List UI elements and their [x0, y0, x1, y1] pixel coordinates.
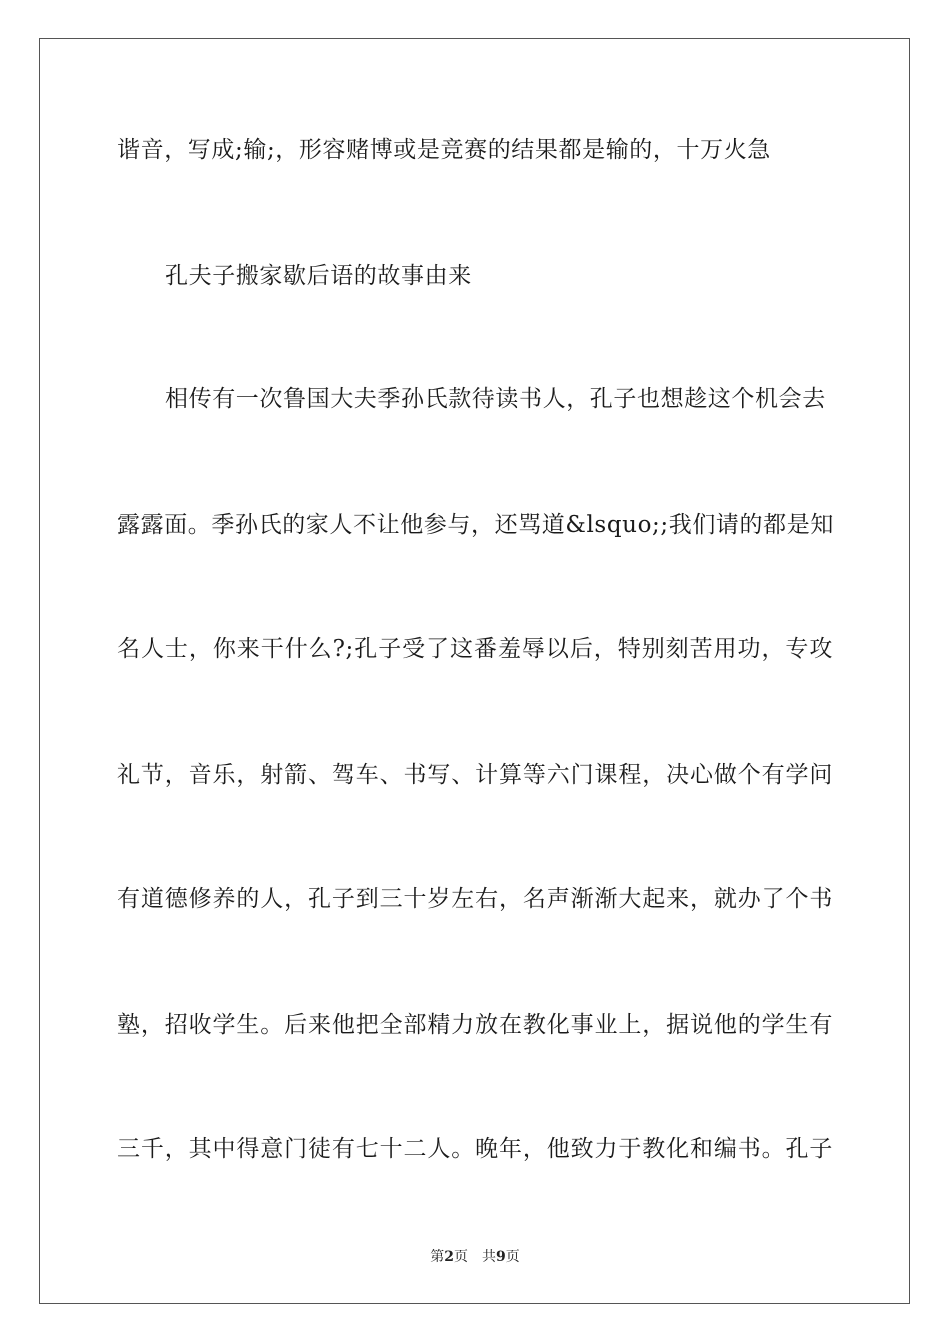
body-text-line: 礼节，音乐，射箭、驾车、书写、计算等六门课程，决心做个有学问	[117, 762, 833, 788]
section-heading: 孔夫子搬家歇后语的故事由来	[165, 263, 472, 289]
total-page-count: 9	[496, 1249, 506, 1265]
body-text-line: 谐音，写成;输;，形容赌博或是竞赛的结果都是输的，十万火急	[117, 137, 771, 163]
body-text-line: 三千，其中得意门徒有七十二人。晚年，他致力于教化和编书。孔子	[117, 1136, 833, 1162]
body-text-line: 有道德修养的人，孔子到三十岁左右，名声渐渐大起来，就办了个书	[117, 886, 833, 912]
page-number-footer	[0, 1248, 950, 1266]
body-text-line: 塾，招收学生。后来他把全部精力放在教化事业上，据说他的学生有	[117, 1012, 833, 1038]
page-suffix: 页	[505, 1249, 520, 1265]
body-text-line: 名人士，你来干什么?;孔子受了这番羞辱以后，特别刻苦用功，专攻	[117, 636, 833, 662]
page-mid: 页 共	[454, 1249, 496, 1265]
page-prefix: 第	[430, 1249, 445, 1265]
page-border	[39, 38, 910, 1304]
body-text-line: 相传有一次鲁国大夫季孙氏款待读书人，孔子也想趁这个机会去	[165, 386, 826, 412]
current-page-number: 2	[444, 1249, 454, 1265]
body-text-line: 露露面。季孙氏的家人不让他参与，还骂道&lsquo;;我们请的都是知	[117, 512, 834, 538]
